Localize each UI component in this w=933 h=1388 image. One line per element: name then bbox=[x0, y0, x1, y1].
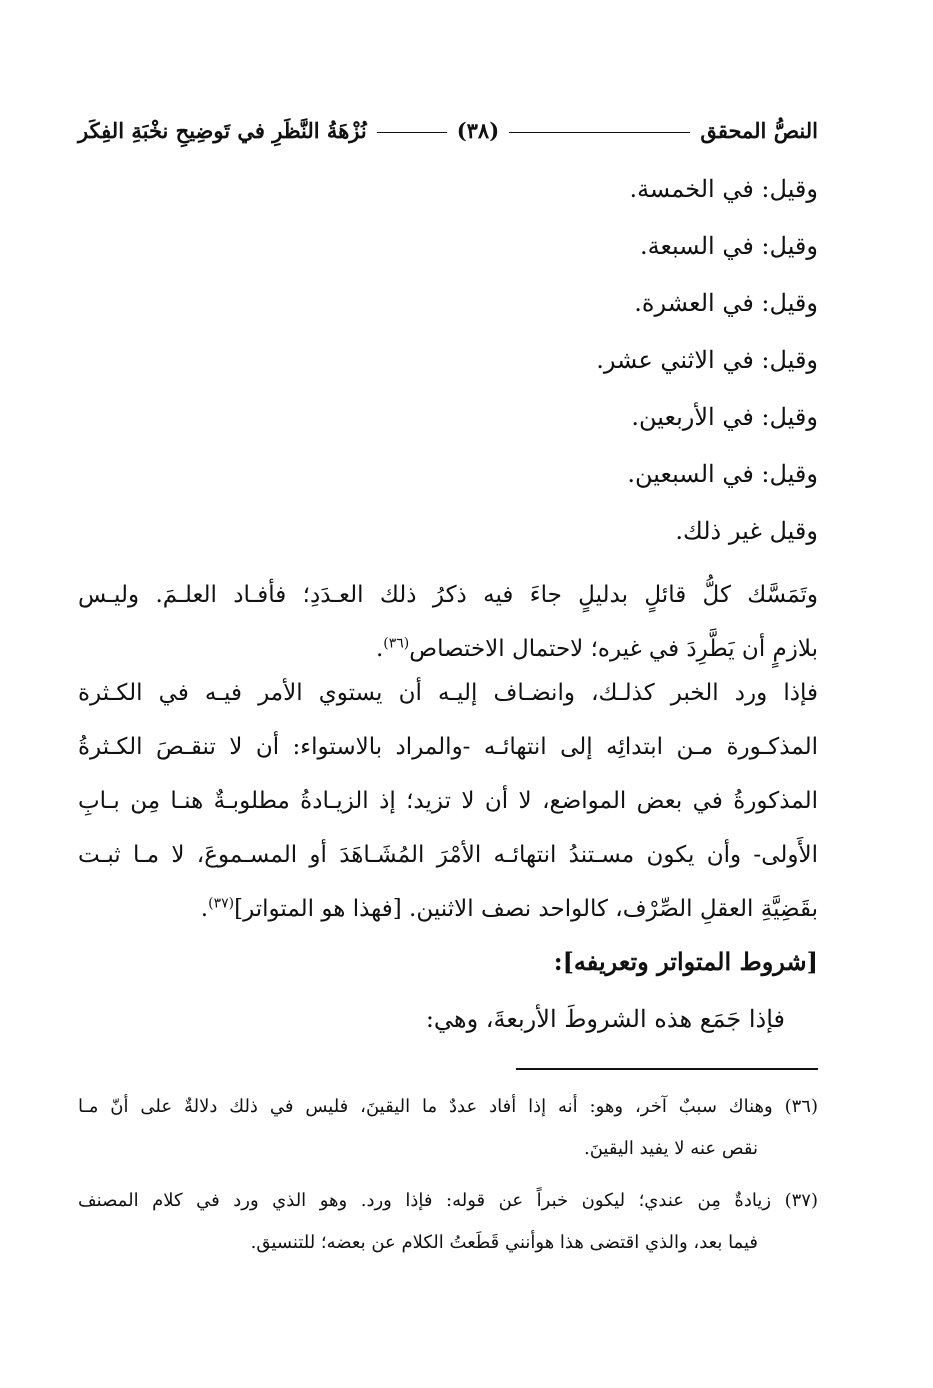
header-book-title: نُزْهَةُ النَّظَرِ في تَوضِيحِ نخْبَةِ الفِكَر bbox=[78, 117, 367, 143]
footnote-line: فيما بعد، والذي اقتضى هذا هوأنني قَطَعتُ الكلام عن بعضه؛ للتنسيق. bbox=[250, 1232, 758, 1253]
footnote-ref-36[interactable]: (٣٦) bbox=[383, 635, 410, 652]
footnote-divider bbox=[516, 1068, 818, 1070]
list-item: وقيل: في السبعين. bbox=[627, 460, 818, 488]
paragraph-line: فإذا ورد الخبر كذلـك، وانضـاف إليـه أن يستوي الأمر فيـه في الكـثرة bbox=[78, 680, 818, 706]
list-item: وقيل: في الأربعين. bbox=[631, 403, 818, 431]
intro-line: فإذا جَمَع هذه الشروطَ الأربعةَ، وهي: bbox=[425, 1005, 785, 1033]
paragraph-line: وتَمَسَّك كلُّ قائلٍ بدليلٍ جاءَ فيه ذكرُ ذلك العـدَدِ؛ فأفـاد العلـمَ. وليـس bbox=[78, 582, 818, 608]
paragraph-line-text: بقَضِيَّةِ العقلِ الصِّرْف، كالواحد نصف الاثنين. [فهذا هو المتواتر] bbox=[234, 896, 818, 922]
footnote-line: نقص عنه لا يفيد اليقينَ. bbox=[583, 1138, 758, 1159]
section-heading: [شروط المتواتر وتعريفه]: bbox=[553, 947, 818, 976]
paragraph-line: المذكورةُ في بعض المواضع، لا أن لا تزيد؛ إذ الزيـادةُ مطلوبـةٌ هنـا مِن بـابِ bbox=[78, 788, 818, 814]
paragraph-2 bbox=[78, 666, 818, 936]
footnote-36 bbox=[78, 1086, 818, 1170]
paragraph-line-end: . bbox=[200, 896, 209, 922]
list-item: وقيل: في الخمسة. bbox=[629, 175, 818, 203]
paragraph-line bbox=[78, 882, 818, 936]
paragraph-1 bbox=[78, 568, 818, 676]
list-item: وقيل: في الاثني عشر. bbox=[596, 346, 818, 374]
paragraph-line: المذكـورة مـن ابتدائِه إلى انتهائـه -والمراد بالاستواء: أن لا تنقـصَ الكـثرةُ bbox=[78, 734, 818, 760]
list-item: وقيل غير ذلك. bbox=[675, 517, 818, 545]
paragraph-line-text: بلازمٍ أن يَطَّرِدَ في غيره؛ لاحتمال الاختصاص bbox=[409, 636, 818, 662]
footnote-37 bbox=[78, 1180, 818, 1264]
page-number: (٣٨) bbox=[456, 117, 500, 143]
list-item: وقيل: في العشرة. bbox=[634, 289, 818, 317]
footnote-line: (٣٧) زيادةٌ مِن عندي؛ ليكون خبراً عن قوله: فإذا ورد. وهو الذي ورد في كلام المصنف bbox=[78, 1190, 818, 1211]
paragraph-line: الأَولى- وأن يكون مسـتندُ انتهائـه الأمْرَ المُشَـاهَدَ أو المسـموعَ، لا مـا ثبـت bbox=[78, 842, 818, 868]
header-section-title: النصُّ المحقق bbox=[700, 117, 818, 143]
list-item: وقيل: في السبعة. bbox=[639, 232, 818, 260]
paragraph-line-end: . bbox=[375, 636, 384, 662]
footnote-ref-37[interactable]: (٣٧) bbox=[208, 895, 235, 912]
running-header bbox=[78, 112, 818, 148]
footnote-line: (٣٦) وهناك سببٌ آخر، وهو: أنه إذا أفاد عددٌ ما اليقينَ، فليس في ذلك دلالةٌ على أنّ مـا bbox=[78, 1096, 818, 1117]
header-rule-right bbox=[509, 132, 690, 133]
header-rule-left bbox=[377, 132, 447, 133]
